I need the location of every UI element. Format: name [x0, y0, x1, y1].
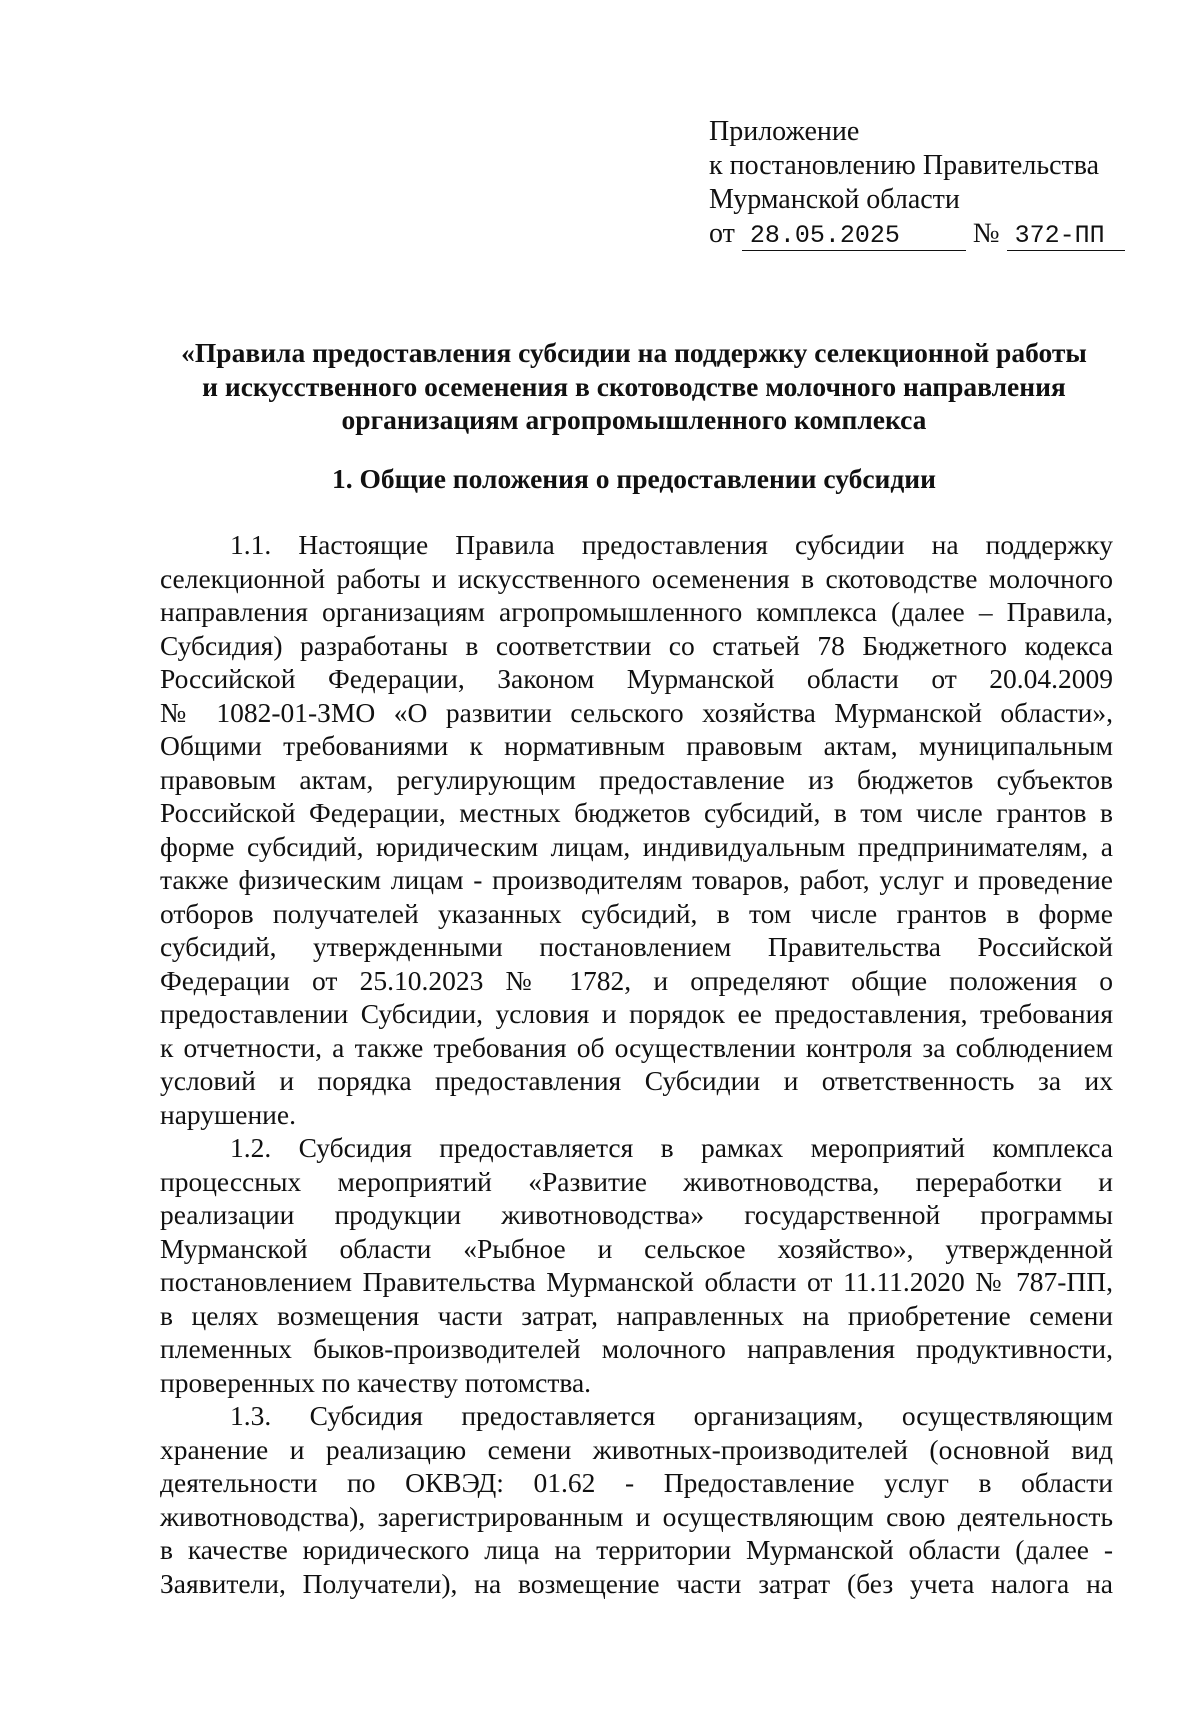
text-line: постановлением Правительства Мурманской области от 11.11.2020 № 787-ПП,	[160, 1266, 1113, 1297]
document-date: 28.05.2025	[742, 222, 966, 251]
title-line: организациям агропромышленного комплекса	[341, 404, 927, 435]
text-line: хранение и реализацию семени животных-производителей (основной вид	[160, 1433, 1113, 1465]
text-line: животноводства), зарегистрированным и осуществляющим свою деятельность	[160, 1500, 1113, 1532]
text-line: 1.3. Субсидия предоставляется организациям, осуществляющим	[230, 1400, 1113, 1431]
appendix-title: Приложение	[709, 116, 860, 147]
text-line: проверенных по качеству потомства.	[160, 1366, 592, 1398]
paragraph-1-2	[160, 1131, 1113, 1399]
text-line: в целях возмещения части затрат, направленных на приобретение семени	[160, 1299, 1113, 1331]
paragraph-1-3	[160, 1399, 1113, 1600]
text-line: правовым актам, регулирующим предоставление из бюджетов субъектов	[160, 763, 1113, 795]
text-line: племенных быков-производителей молочного направления продуктивности,	[160, 1333, 1113, 1364]
text-line: селекционной работы и искусственного осеменения в скотоводстве молочного	[160, 562, 1113, 594]
text-line: условий и порядка предоставления Субсидии и ответственность за их	[160, 1065, 1113, 1096]
text-line: направления организациям агропромышленного комплекса (далее – Правила,	[160, 596, 1113, 627]
number-label: №	[972, 218, 1000, 249]
text-line: Общими требованиями к нормативным правовым актам, муниципальным	[160, 730, 1113, 761]
text-line: 1.1. Настоящие Правила предоставления субсидии на поддержку	[230, 529, 1113, 560]
document-body	[160, 528, 1113, 1600]
text-line: Заявители, Получатели), на возмещение части затрат (без учета налога на	[160, 1567, 1113, 1599]
text-line: процессных мероприятий «Развитие животноводства, переработки и	[160, 1165, 1113, 1197]
appendix-region: Мурманской области	[709, 184, 960, 215]
title-line: и искусственного осеменения в скотоводстве молочного направления	[202, 370, 1066, 402]
text-line: также физическим лицам - производителям товаров, работ, услуг и проведение	[160, 864, 1113, 895]
date-label: от	[709, 218, 735, 249]
text-line: нарушение.	[160, 1098, 296, 1130]
text-line: Российской Федерации, местных бюджетов субсидий, в том числе грантов в	[160, 797, 1113, 828]
text-line: Мурманской области «Рыбное и сельское хозяйство», утвержденной	[160, 1232, 1113, 1264]
text-line: Субсидия) разработаны в соответствии со статьей 78 Бюджетного кодекса	[160, 629, 1113, 661]
appendix-block	[709, 115, 1125, 251]
text-line: к отчетности, а также требования об осуществлении контроля за соблюдением	[160, 1031, 1113, 1063]
paragraph-1-1	[160, 528, 1113, 1131]
text-line: предоставлении Субсидии, условия и порядок ее предоставления, требования	[160, 998, 1113, 1029]
text-line: реализации продукции животноводства» государственной программы	[160, 1199, 1113, 1230]
text-line: 1.2. Субсидия предоставляется в рамках мероприятий комплекса	[230, 1132, 1113, 1163]
document-title	[150, 336, 1118, 437]
appendix-reference: к постановлению Правительства	[709, 150, 1100, 181]
text-line: Федерации от 25.10.2023 № 1782, и определяют общие положения о	[160, 964, 1113, 996]
title-line: «Правила предоставления субсидии на поддержку селекционной работы	[181, 337, 1087, 368]
appendix-date-number	[709, 217, 1125, 251]
section-heading: 1. Общие положения о предоставлении субсидии	[332, 463, 936, 494]
text-line: № 1082-01-ЗМО «О развитии сельского хозяйства Мурманской области»,	[160, 696, 1113, 728]
text-line: деятельности по ОКВЭД: 01.62 - Предоставление услуг в области	[160, 1467, 1113, 1498]
text-line: Российской Федерации, Законом Мурманской области от 20.04.2009	[160, 663, 1113, 694]
text-line: субсидий, утвержденными постановлением Правительства Российской	[160, 931, 1113, 962]
text-line: в качестве юридического лица на территории Мурманской области (далее -	[160, 1534, 1113, 1565]
document-number: 372-ПП	[1007, 222, 1125, 251]
text-line: форме субсидий, юридическим лицам, индивидуальным предпринимателям, а	[160, 830, 1113, 862]
text-line: отборов получателей указанных субсидий, в том числе грантов в форме	[160, 897, 1113, 929]
